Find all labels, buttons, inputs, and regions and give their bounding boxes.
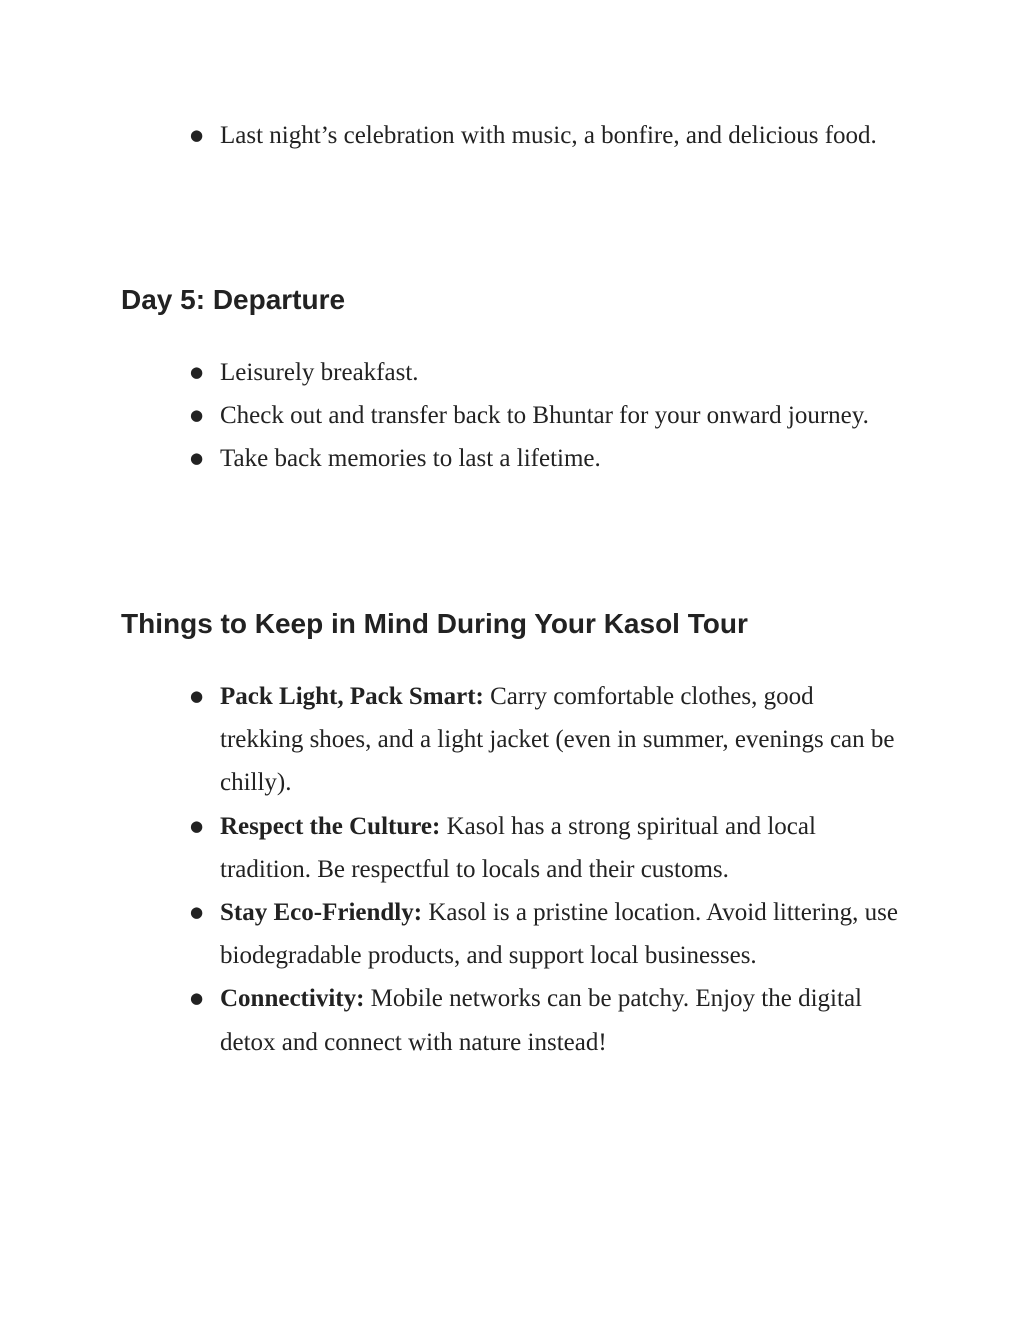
tip-term: Stay Eco-Friendly:	[220, 899, 423, 927]
bullet-icon: ●	[190, 903, 204, 922]
section-heading-day5: Day 5: Departure	[121, 284, 346, 315]
list-item	[0, 675, 900, 805]
tip-text: Kasol has a strong spiritual and local tradition. Be respectful to locals and their customs.	[220, 812, 816, 883]
list-item-text: Leisurely breakfast.	[220, 359, 419, 386]
list-item-text: Last night’s celebration with music, a bonfire, and delicious food.	[220, 122, 877, 149]
list-item	[0, 114, 900, 157]
bullet-icon: ●	[190, 126, 204, 144]
list-item	[0, 805, 900, 891]
list-item-text: Take back memories to last a lifetime.	[220, 445, 601, 473]
list-item	[0, 891, 900, 977]
tip-term: Connectivity:	[220, 985, 365, 1013]
section-heading-tips: Things to Keep in Mind During Your Kasol Tour	[121, 608, 748, 639]
tip-text: Carry comfortable clothes, good trekking shoes, and a light jacket (even in summer, evenings can be chilly).	[220, 683, 895, 797]
tips-list	[0, 675, 900, 1064]
list-item	[0, 351, 900, 394]
tip-text: Kasol is a pristine location. Avoid littering, use biodegradable products, and support local businesses.	[220, 899, 898, 970]
list-item-text: Check out and transfer back to Bhuntar for your onward journey.	[220, 402, 869, 430]
list-item	[0, 977, 900, 1063]
celebration-list	[0, 114, 900, 157]
day5-list	[0, 351, 900, 481]
bullet-icon: ●	[190, 363, 204, 381]
bullet-icon: ●	[190, 687, 204, 705]
bullet-icon: ●	[190, 816, 204, 835]
tip-term: Pack Light, Pack Smart:	[220, 683, 484, 710]
tip-term: Respect the Culture:	[220, 812, 441, 840]
bullet-icon: ●	[190, 449, 204, 468]
tip-text: Mobile networks can be patchy. Enjoy the digital detox and connect with nature instead!	[220, 985, 862, 1056]
bullet-icon: ●	[190, 406, 204, 425]
list-item	[0, 437, 900, 480]
list-item	[0, 394, 900, 437]
bullet-icon: ●	[190, 989, 204, 1008]
